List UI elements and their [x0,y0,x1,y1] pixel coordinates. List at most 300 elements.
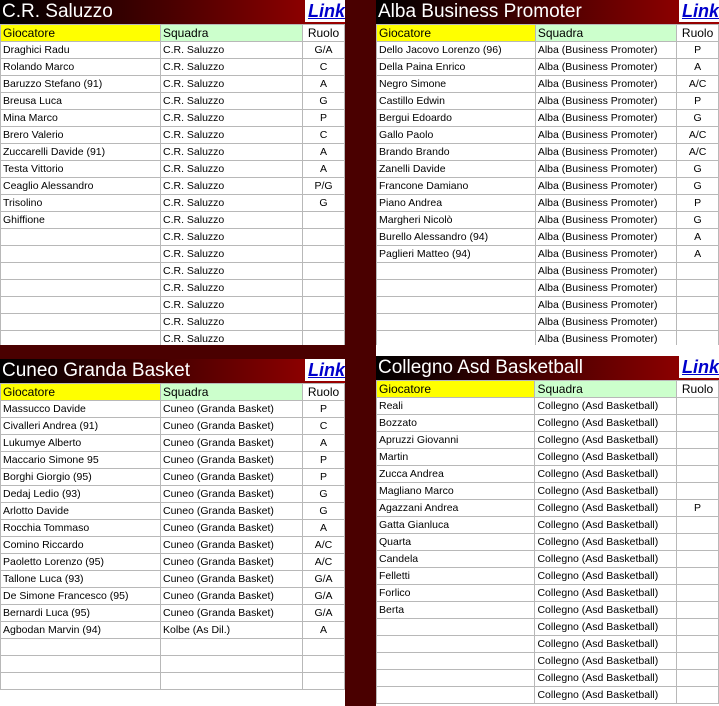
panel-title: Cuneo Granda Basket [2,360,191,381]
team-panel-collegno [376,356,719,706]
table-row [377,670,719,687]
role-cell[interactable] [677,670,719,687]
table-row [377,144,719,161]
player-cell[interactable]: Paglieri Matteo (94) [377,246,536,263]
table-row [1,452,345,469]
team-panel-alba [376,0,719,345]
role-cell[interactable] [677,687,719,704]
role-column-header: Ruolo [303,25,345,42]
role-cell[interactable] [677,297,719,314]
team-cell[interactable]: C.R. Saluzzo [161,314,303,331]
player-column-header: Giocatore [1,25,161,42]
table-row [1,418,345,435]
vertical-divider [345,0,376,706]
team-cell[interactable]: Collegno (Asd Basketball) [535,415,677,432]
role-cell[interactable] [677,331,719,346]
role-cell[interactable]: P [303,452,345,469]
team-cell[interactable]: C.R. Saluzzo [161,229,303,246]
role-cell[interactable] [677,263,719,280]
role-cell[interactable]: P [303,401,345,418]
table-row [1,246,345,263]
player-cell[interactable] [1,246,161,263]
player-cell[interactable]: Dello Jacovo Lorenzo (96) [377,42,536,59]
role-cell[interactable]: G/A [303,571,345,588]
role-cell[interactable] [303,229,345,246]
team-cell[interactable]: Cuneo (Granda Basket) [161,418,303,435]
role-cell[interactable]: P [677,195,719,212]
role-cell[interactable] [677,314,719,331]
table-row [1,178,345,195]
team-cell[interactable]: Cuneo (Granda Basket) [161,452,303,469]
role-cell[interactable] [677,415,719,432]
table-row [377,415,719,432]
table-row [377,331,719,346]
team-cell[interactable]: Cuneo (Granda Basket) [161,486,303,503]
table-row [1,435,345,452]
player-cell[interactable]: De Simone Francesco (95) [1,588,161,605]
player-cell[interactable]: Berta [377,602,535,619]
player-cell[interactable]: Zuccarelli Davide (91) [1,144,161,161]
team-cell[interactable]: Cuneo (Granda Basket) [161,554,303,571]
team-cell[interactable]: Kolbe (As Dil.) [161,622,303,639]
role-cell[interactable]: P [677,93,719,110]
player-cell[interactable] [1,331,161,346]
player-cell[interactable]: Bozzato [377,415,535,432]
table-row [1,42,345,59]
table-row [377,585,719,602]
table-row [1,639,345,656]
team-cell[interactable]: C.R. Saluzzo [161,246,303,263]
player-cell[interactable]: Magliano Marco [377,483,535,500]
table-row [377,653,719,670]
player-cell[interactable]: Gallo Paolo [377,127,536,144]
role-cell[interactable] [677,466,719,483]
team-cell[interactable]: C.R. Saluzzo [161,297,303,314]
role-cell[interactable] [677,280,719,297]
table-row [377,432,719,449]
team-cell[interactable]: Alba (Business Promoter) [535,314,676,331]
player-cell[interactable]: Borghi Giorgio (95) [1,469,161,486]
role-cell[interactable] [677,619,719,636]
player-cell[interactable] [377,297,536,314]
panel-header [376,356,719,380]
role-cell[interactable] [303,280,345,297]
role-cell[interactable]: G [303,503,345,520]
role-cell[interactable]: A [303,144,345,161]
player-cell[interactable]: Massucco Davide [1,401,161,418]
team-cell[interactable]: C.R. Saluzzo [161,110,303,127]
player-cell[interactable] [377,636,535,653]
table-row [377,178,719,195]
role-cell[interactable] [677,602,719,619]
table-row [1,314,345,331]
role-cell[interactable] [303,246,345,263]
player-cell[interactable]: Burello Alessandro (94) [377,229,536,246]
role-cell[interactable] [677,585,719,602]
roster-table [376,380,719,704]
player-cell[interactable]: Lukumye Alberto [1,435,161,452]
team-cell[interactable]: C.R. Saluzzo [161,263,303,280]
team-cell[interactable]: Alba (Business Promoter) [535,42,676,59]
team-cell[interactable]: Collegno (Asd Basketball) [535,483,677,500]
role-cell[interactable]: A/C [677,127,719,144]
roster-table [0,383,345,690]
role-cell[interactable] [303,656,345,673]
team-cell[interactable]: Alba (Business Promoter) [535,76,676,93]
roster-table [376,24,719,345]
player-cell[interactable]: Zucca Andrea [377,466,535,483]
team-cell[interactable]: C.R. Saluzzo [161,178,303,195]
player-cell[interactable]: Martin [377,449,535,466]
link-button[interactable]: Link [305,0,345,22]
player-cell[interactable]: Breusa Luca [1,93,161,110]
team-cell[interactable]: Cuneo (Granda Basket) [161,520,303,537]
player-cell[interactable]: Piano Andrea [377,195,536,212]
team-cell[interactable]: C.R. Saluzzo [161,144,303,161]
table-row [1,93,345,110]
role-cell[interactable] [677,534,719,551]
role-cell[interactable] [677,636,719,653]
table-row [377,297,719,314]
table-row [377,619,719,636]
table-row [377,687,719,704]
panel-title: C.R. Saluzzo [2,1,113,22]
player-cell[interactable] [1,229,161,246]
team-cell[interactable]: Alba (Business Promoter) [535,297,676,314]
player-cell[interactable] [1,656,161,673]
team-cell[interactable]: C.R. Saluzzo [161,331,303,346]
table-row [377,76,719,93]
player-cell[interactable]: Draghici Radu [1,42,161,59]
player-cell[interactable]: Ghiffione [1,212,161,229]
team-cell[interactable]: Alba (Business Promoter) [535,144,676,161]
team-column-header: Squadra [161,384,303,401]
player-cell[interactable] [377,687,535,704]
role-cell[interactable]: A/C [677,76,719,93]
team-cell[interactable]: Cuneo (Granda Basket) [161,537,303,554]
team-cell[interactable]: Alba (Business Promoter) [535,212,676,229]
player-cell[interactable] [1,314,161,331]
role-cell[interactable]: A [303,161,345,178]
team-cell[interactable]: C.R. Saluzzo [161,59,303,76]
header-row [1,384,345,401]
player-cell[interactable]: Bernardi Luca (95) [1,605,161,622]
player-cell[interactable]: Agazzani Andrea [377,500,535,517]
player-cell[interactable]: Margheri Nicolò [377,212,536,229]
player-cell[interactable]: Felletti [377,568,535,585]
table-row [1,588,345,605]
role-cell[interactable] [677,398,719,415]
player-cell[interactable]: Trisolino [1,195,161,212]
table-row [377,483,719,500]
role-cell[interactable]: C [303,127,345,144]
team-cell[interactable]: Alba (Business Promoter) [535,161,676,178]
table-row [377,229,719,246]
player-cell[interactable] [377,653,535,670]
table-row [1,622,345,639]
team-cell[interactable]: Collegno (Asd Basketball) [535,466,677,483]
team-cell[interactable] [161,656,303,673]
header-row [377,25,719,42]
table-row [377,551,719,568]
role-cell[interactable]: P [303,110,345,127]
role-cell[interactable] [677,653,719,670]
link-button[interactable]: Link [305,359,345,381]
team-cell[interactable]: C.R. Saluzzo [161,127,303,144]
player-cell[interactable]: Comino Riccardo [1,537,161,554]
role-cell[interactable]: A [677,246,719,263]
table-row [1,297,345,314]
team-cell[interactable]: Alba (Business Promoter) [535,93,676,110]
role-cell[interactable]: A [303,520,345,537]
player-cell[interactable]: Francone Damiano [377,178,536,195]
role-cell[interactable] [677,551,719,568]
role-cell[interactable]: A [677,59,719,76]
player-cell[interactable]: Bergui Edoardo [377,110,536,127]
team-cell[interactable]: C.R. Saluzzo [161,76,303,93]
team-cell[interactable]: Alba (Business Promoter) [535,110,676,127]
player-cell[interactable]: Arlotto Davide [1,503,161,520]
player-column-header: Giocatore [377,25,536,42]
table-row [377,636,719,653]
role-cell[interactable]: A [677,229,719,246]
table-row [377,93,719,110]
role-cell[interactable]: A/C [303,537,345,554]
role-column-header: Ruolo [677,25,719,42]
team-cell[interactable]: Collegno (Asd Basketball) [535,551,677,568]
team-cell[interactable]: Alba (Business Promoter) [535,280,676,297]
team-cell[interactable]: Collegno (Asd Basketball) [535,653,677,670]
player-cell[interactable] [377,331,536,346]
player-cell[interactable]: Gatta Gianluca [377,517,535,534]
table-row [1,486,345,503]
role-cell[interactable]: P [303,469,345,486]
player-cell[interactable]: Baruzzo Stefano (91) [1,76,161,93]
team-cell[interactable]: Collegno (Asd Basketball) [535,449,677,466]
panel-header [0,359,345,383]
team-cell[interactable]: Collegno (Asd Basketball) [535,687,677,704]
role-cell[interactable]: G [677,161,719,178]
player-cell[interactable] [377,670,535,687]
table-row [1,195,345,212]
team-cell[interactable]: C.R. Saluzzo [161,212,303,229]
table-row [1,673,345,690]
player-cell[interactable] [1,280,161,297]
team-cell[interactable]: Alba (Business Promoter) [535,229,676,246]
team-cell[interactable]: Cuneo (Granda Basket) [161,435,303,452]
role-cell[interactable]: A/C [303,554,345,571]
player-cell[interactable] [1,639,161,656]
player-cell[interactable]: Testa Vittorio [1,161,161,178]
role-cell[interactable] [303,331,345,346]
table-row [377,42,719,59]
team-cell[interactable]: Cuneo (Granda Basket) [161,401,303,418]
role-cell[interactable]: G [303,195,345,212]
panel-title: Alba Business Promoter [378,1,582,22]
team-cell[interactable]: Collegno (Asd Basketball) [535,585,677,602]
team-cell[interactable]: Alba (Business Promoter) [535,59,676,76]
role-cell[interactable] [677,432,719,449]
role-cell[interactable] [677,483,719,500]
team-cell[interactable]: Cuneo (Granda Basket) [161,605,303,622]
table-row [377,263,719,280]
team-cell[interactable]: Alba (Business Promoter) [535,263,676,280]
player-cell[interactable]: Brero Valerio [1,127,161,144]
player-column-header: Giocatore [1,384,161,401]
player-cell[interactable]: Rolando Marco [1,59,161,76]
player-cell[interactable]: Maccario Simone 95 [1,452,161,469]
role-cell[interactable] [677,449,719,466]
team-cell[interactable]: Collegno (Asd Basketball) [535,568,677,585]
role-cell[interactable]: P [677,42,719,59]
team-cell[interactable]: Collegno (Asd Basketball) [535,670,677,687]
team-cell[interactable]: Collegno (Asd Basketball) [535,517,677,534]
team-cell[interactable]: Cuneo (Granda Basket) [161,571,303,588]
player-cell[interactable]: Della Paina Enrico [377,59,536,76]
team-cell[interactable]: Alba (Business Promoter) [535,195,676,212]
role-cell[interactable] [677,568,719,585]
player-cell[interactable]: Tallone Luca (93) [1,571,161,588]
role-cell[interactable]: P/G [303,178,345,195]
team-cell[interactable]: Collegno (Asd Basketball) [535,602,677,619]
team-cell[interactable]: Alba (Business Promoter) [535,178,676,195]
player-cell[interactable]: Dedaj Ledio (93) [1,486,161,503]
player-cell[interactable] [1,297,161,314]
player-cell[interactable]: Zanelli Davide [377,161,536,178]
panel-header [376,0,719,24]
table-row [377,280,719,297]
role-cell[interactable] [303,639,345,656]
team-cell[interactable]: Alba (Business Promoter) [535,246,676,263]
role-cell[interactable]: G [677,178,719,195]
role-cell[interactable] [303,297,345,314]
team-cell[interactable]: Cuneo (Granda Basket) [161,469,303,486]
table-row [1,469,345,486]
table-row [377,127,719,144]
table-row [377,59,719,76]
role-cell[interactable]: A [303,435,345,452]
role-cell[interactable]: G [303,93,345,110]
role-cell[interactable] [303,212,345,229]
player-cell[interactable]: Civalleri Andrea (91) [1,418,161,435]
player-cell[interactable]: Castillo Edwin [377,93,536,110]
team-cell[interactable]: Cuneo (Granda Basket) [161,588,303,605]
roster-table [0,24,345,345]
team-cell[interactable]: Collegno (Asd Basketball) [535,432,677,449]
team-column-header: Squadra [161,25,303,42]
role-cell[interactable]: A [303,622,345,639]
table-row [1,161,345,178]
role-cell[interactable]: G [303,486,345,503]
team-cell[interactable]: Alba (Business Promoter) [535,127,676,144]
team-cell[interactable]: Collegno (Asd Basketball) [535,398,677,415]
team-cell[interactable]: Collegno (Asd Basketball) [535,636,677,653]
role-cell[interactable]: G/A [303,588,345,605]
role-cell[interactable] [677,517,719,534]
player-cell[interactable]: Ceaglio Alessandro [1,178,161,195]
role-cell[interactable]: A [303,76,345,93]
table-row [377,246,719,263]
link-button[interactable]: Link [679,356,719,378]
panel-title: Collegno Asd Basketball [378,357,583,378]
team-cell[interactable]: C.R. Saluzzo [161,280,303,297]
player-cell[interactable] [377,619,535,636]
player-cell[interactable]: Agbodan Marvin (94) [1,622,161,639]
table-row [1,331,345,346]
table-row [377,534,719,551]
player-cell[interactable]: Quarta [377,534,535,551]
table-row [377,517,719,534]
team-cell[interactable]: C.R. Saluzzo [161,195,303,212]
table-row [1,59,345,76]
player-cell[interactable]: Reali [377,398,535,415]
team-cell[interactable]: Alba (Business Promoter) [535,331,676,346]
role-cell[interactable]: C [303,418,345,435]
table-row [1,280,345,297]
link-button[interactable]: Link [679,0,719,22]
role-cell[interactable] [303,673,345,690]
team-cell[interactable]: Collegno (Asd Basketball) [535,500,677,517]
table-row [377,466,719,483]
table-row [377,602,719,619]
role-cell[interactable]: A/C [677,144,719,161]
player-cell[interactable]: Candela [377,551,535,568]
player-cell[interactable]: Forlico [377,585,535,602]
role-cell[interactable]: C [303,59,345,76]
table-row [1,520,345,537]
table-row [377,568,719,585]
team-cell[interactable] [161,673,303,690]
player-cell[interactable]: Apruzzi Giovanni [377,432,535,449]
team-cell[interactable]: Collegno (Asd Basketball) [535,534,677,551]
role-cell[interactable]: G/A [303,42,345,59]
horizontal-divider [0,345,345,359]
team-cell[interactable] [161,639,303,656]
role-cell[interactable]: G/A [303,605,345,622]
team-cell[interactable]: C.R. Saluzzo [161,161,303,178]
player-cell[interactable]: Paoletto Lorenzo (95) [1,554,161,571]
team-cell[interactable]: Cuneo (Granda Basket) [161,503,303,520]
player-cell[interactable]: Rocchia Tommaso [1,520,161,537]
player-cell[interactable] [377,263,536,280]
table-row [377,195,719,212]
player-cell[interactable]: Negro Simone [377,76,536,93]
team-panel-cuneo [0,359,345,706]
player-cell[interactable] [1,263,161,280]
table-row [377,449,719,466]
role-cell[interactable]: P [677,500,719,517]
player-cell[interactable]: Mina Marco [1,110,161,127]
role-cell[interactable] [303,314,345,331]
header-row [377,381,719,398]
player-cell[interactable] [377,280,536,297]
role-cell[interactable]: G [677,212,719,229]
table-row [377,161,719,178]
table-row [1,571,345,588]
player-cell[interactable] [377,314,536,331]
team-cell[interactable]: C.R. Saluzzo [161,93,303,110]
player-cell[interactable]: Brando Brando [377,144,536,161]
table-row [1,127,345,144]
team-cell[interactable]: C.R. Saluzzo [161,42,303,59]
team-panel-saluzzo [0,0,345,345]
role-cell[interactable] [303,263,345,280]
table-row [1,76,345,93]
team-cell[interactable]: Collegno (Asd Basketball) [535,619,677,636]
role-cell[interactable]: G [677,110,719,127]
player-cell[interactable] [1,673,161,690]
table-row [1,263,345,280]
